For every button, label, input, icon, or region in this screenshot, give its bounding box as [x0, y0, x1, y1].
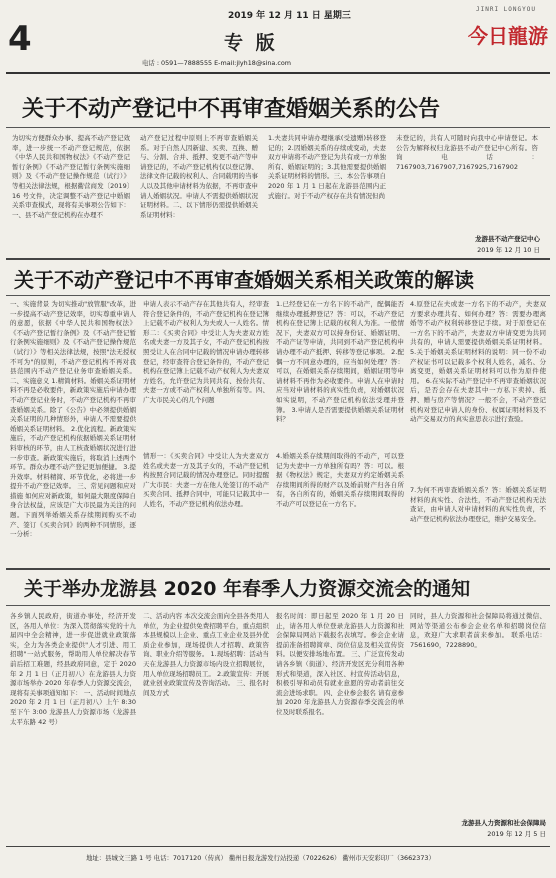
- article1-col2: 动产登记过程中原则上不再审查婚姻关系。对于自然人因新建、买卖、互换、赠与、分割、合并、抵押、变更不动产等申请登记的，不动产登记机构仅以登记簿、法律文件记载的权利人、合同载明的当事人以及其他申请材料为依据，不再审查申请人婚姻状况。申请人不需提供婚姻状况证明材料。二、以下情形仍需提供婚姻关系证明材料：: [140, 134, 258, 219]
- article3-date: 2019 年 12 月 5 日: [487, 830, 546, 838]
- article2-col2: 申请人表示不动产存在其他共有人，经审查符合登记条件的，不动产登记机构在登记簿上记载不动产权利人为夫或人一人姓名。情形二：《买卖合同》中受让人为夫妻双方姓名或夫妻一方及其子女，不动产登记机构按照受让人在合同中记载的情况申请办理转移登记，经审查符合登记条件的，不动产登记机构在登记簿上记载不动产权利人为夫妻双方姓名，允许登记为共同共有、按份共有、夫妻一方或不动产权利人单独所有等。四、广大市民关心的几个问题: [143, 300, 269, 404]
- article1-col3: 1.夫妻共同申请办理继承(受遗赠)转移登记的；2.因婚姻关系的存续或变动，夫妻双方申请将不动产登记为共有或一方单独所有、婚姻证明的；3.其他需要提供婚姻关系证明材料的情形。三、本公告事项自 2020 年 1 月 1 日起在龙游县范围内正式施行。对于不动产权存在共有情况但尚: [268, 134, 386, 200]
- article3-col3: 报名时间：即日起至 2020 年 1 月 20 日止，请各用人单位登录龙游县人力资源和社会保障局网站下载报名表填写。参会企业请提前准备招聘简章、岗位信息及相关宣传资料。以便安排场地布置。 三、广泛宣传发动 请各乡镇（街道）、经济开发区充分利用各种形式和渠道，深入社区、村宣传活动信息，积极引导和动员有就业意愿的劳动者前往交流会进场求职。 四、企业参会报名 请有意参加 2020 年龙游县人力资源春季交流会的单位及时联系报名。: [276, 612, 404, 716]
- contact-info: 电话 : 0591—7888555 E-mail:jlyh18@sina.com: [142, 59, 291, 67]
- article3-col4: 同时，县人力资源和社会保障局将通过微信、网站等渠道公布参会企业名单和招聘岗位信息，欢迎广大求职者前来参加。 联系电话：7561690，7228890。: [410, 612, 546, 649]
- article2-rule: [6, 295, 550, 296]
- article3-top-rule: [6, 568, 550, 570]
- article2-title: 关于不动产登记中不再审查婚姻关系相关政策的解读: [14, 268, 474, 292]
- article3-rule: [6, 605, 550, 606]
- article2-col3-extra: 4.婚姻关系存续期间取得的不动产，可以登记为夫妻中一方单独所有吗？答：可以。根据《物权法》规定，夫妻双方约定婚姻关系存续期间所得的财产以及婚前财产归各自所有，各自所有的，婚姻关系存续期间取得的不动产可以登记在一方名下。: [276, 452, 404, 508]
- article2-col2-extra: 情形一：《买卖合同》中受让人为夫妻双方姓名或夫妻一方及其子女的，不动产登记机构按照合同记载的情况办理登记。同时提醒广大市民：夫妻一方在他人处签订的不动产买卖合同、抵押合同中，可能只记载其中一人姓名，不动产登记机构依法办理。: [143, 452, 269, 508]
- article2-col1: 一、实施背景 为切实推动"放管服"改革，进一步提高不动产登记效率，切实尊重申请人的意愿，依据《中华人民共和国物权法》《不动产登记暂行条例》及《不动产登记暂行条例实施细则》及《不动产登记操作规范（试行）》等相关法律法规，按照"法无授权不可为"的原则，不动产登记机构不再对我县范围内不动产登记业务审查婚姻关系。 二、实施意义 1.精简材料。婚姻关系证明材料不再是必收要件，新政策实施后申请办理不动产登记业务时，不动产登记机构不再审查婚姻关系。除了《公告》中必须提供婚姻关系证明的几种情形外，申请人不需要提供婚姻关系证明材料。 2.优化流程。新政策实施后，不动产登记机构依据婚姻关系证明材料审核的环节，由人工核查婚姻状况进行进一步审查。新政策实施后，将取消上述两个环节。群众办理不动产登记更加便捷。 3.提升效率。材料精简、环节优化，必将进一步提升不动产登记效率。 三、常见问题和应对措施 如何应对新政策，如何最大限度保障自身合法权益，应该是广大市民最为关注的问题。下面列举婚姻关系存续期间购买不动产、签订《买卖合同》的两种不同情形，逐一分析：: [10, 300, 136, 539]
- newspaper-logo: [468, 6, 550, 56]
- article2-top-rule: [6, 258, 550, 260]
- issue-date: 2019 年 12 月 11 日 星期三: [228, 11, 351, 21]
- article3-signature: 龙游县人力资源和社会保障局: [461, 819, 546, 827]
- section-title: 专 版: [224, 32, 278, 54]
- footer-info: 地址：县城文三路 1 号 电话：7017120（传真） 衢州日报龙游发行站投递（7022626） 衢州市天安彩印厂（3662373）: [86, 854, 435, 862]
- article1-col4: 未登记的，共有人可随时向我中心申请登记。本公告为解释权归龙游县不动产登记中心所有。咨询电话：7167903,7167907,7167925,7167902: [396, 134, 538, 171]
- article3-col1: 各乡镇人民政府，街道办事处，经济开发区，各用人单位：为深入贯彻落实党的十九届四中全会精神，进一步促进就业政策落实，全力为各类企业提供"人才引进、用工招聘"一站式服务，帮助用人单位解决春节前后招工难题，经县政府同意，定于 2020 年 2 月 1 日（正月初八）在龙游县人力资源市场举办 2020 年春季人力资源交流会，现将有关事项通知如下： 一、活动时间地点 2020 年 2 月 1 日（正月初八）上午 8:30 至下午 3:00 龙游县人力资源市场（龙游县太平东路 42 号）: [10, 612, 136, 726]
- article3-col2: 二、活动内容 本次交流会面向全县各类用人单位，为企业提供免费招聘平台，重点组织本县规模以上企业、重点工业企业及县外优质企业参加，现场提供人才招聘、政策咨询、职业介绍等服务。 1.现场招聘：活动当天在龙游县人力资源市场内设立招聘展位，用人单位现场招聘员工。 2.政策宣传：开展就业创业政策宣传及咨询活动。 三、报名时间及方式: [143, 612, 269, 697]
- article1-signature: 龙游县不动产登记中心: [475, 235, 540, 243]
- article2-col4-extra: 7.为何不再审查婚姻关系？答：婚姻关系证明材料的真实性、合法性，不动产登记机构无法查证，由申请人对申请材料的真实性负责，不动产登记机构依法办理登记，维护交易安全。: [410, 486, 546, 523]
- article1-col1: 为切实方便群众办事、提高不动产登记效率，进一步统一不动产登记规范，依据《中华人民共和国物权法》《不动产登记暂行条例》《不动产登记暂行条例实施细则》及《不动产登记操作规范（试行）》等相关法律法规，根据衢营商发〔2019〕16 号文件，决定调整不动产登记中婚姻关系审查模式，现将有关事项公告如下：一、县不动产登记机构在办理不: [12, 134, 130, 219]
- logo-chinese: 今日龍游: [468, 24, 548, 48]
- logo-english: JINRI LONGYOU: [476, 6, 536, 13]
- page-number: 4: [8, 19, 32, 59]
- footer-rule: [6, 846, 550, 847]
- article2-col4: 4.原登记在夫或妻一方名下的不动产，夫妻双方要求办理共有、如何办理？答：需要办理离婚等不动产权利转移登记手续。对于原登记在一方名下的不动产，夫妻双方申请变更为共同共有的，申请人需要提供婚姻关系证明材料。 5.关于婚姻关系证明材料的说明：同一份不动产权证书可以记载多个权利人姓名，减名、分离变更，婚姻关系证明材料可以作为原件使用。 6.在实际不动产登记中不再审查婚姻状况后，是否会存在夫妻其中一方私下卖掉、抵押、赠与房产等情况？一般不会，不动产登记机构对登记申请人的身份、权属证明材料及不动产交易双方的真实意思表示进行查验。: [410, 300, 546, 424]
- header-rule: [6, 72, 550, 74]
- article1-rule: [6, 127, 550, 128]
- article3-title: 关于举办龙游县 2020 年春季人力资源交流会的通知: [24, 578, 471, 600]
- article2-col3: 1.已经登记在一方名下的不动产，配偶能否继续办理抵押登记？答：可以，不动产登记机构在登记簿上记载的权利人为准。一般情况下，夫妻双方可以持身份证、婚姻证明、不动产证等申请，共同到不动产登记机构申请办理不动产抵押、转移等登记事项。 2.配偶一方不同意办理的，应当如何处理？答：可以，在婚姻关系存续期间，婚姻证明等申请材料不再作为必收要件。申请人在申请时应当对申请材料的真实性负责，对婚姻状况如实说明，不动产登记机构依法受理并登簿。 3.申请人是否需要提供婚姻关系证明材料？: [276, 300, 404, 424]
- article1-date: 2019 年 12 月 10 日: [477, 246, 540, 254]
- article1-title: 关于不动产登记中不再审查婚姻关系的公告: [22, 97, 441, 122]
